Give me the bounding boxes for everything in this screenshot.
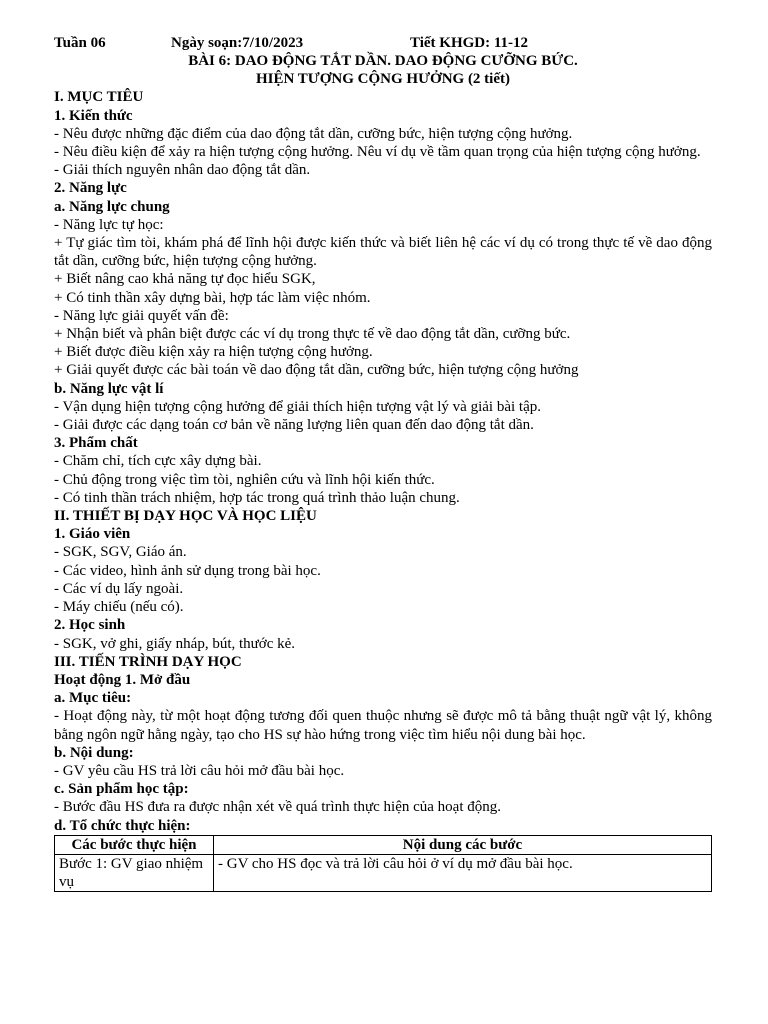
- table-cell-step: Bước 1: GV giao nhiệm vụ: [55, 854, 214, 891]
- teacher-item: - Các video, hình ảnh sử dụng trong bài học.: [54, 562, 321, 579]
- document-page: [54, 34, 712, 892]
- competence-item: - Năng lực tự học:: [54, 216, 164, 233]
- content-text: - GV yêu cầu HS trả lời câu hỏi mở đầu bài học.: [54, 762, 345, 779]
- subheading-knowledge: 1. Kiến thức: [54, 107, 133, 124]
- table-header-content: Nội dung các bước: [214, 835, 712, 854]
- competence-item: + Tự giác tìm tòi, khám phá để lĩnh hội được kiến thức và biết liên hệ các ví dụ có trong thực tế về dao động tắt dần, cưỡng bức, hiện tượng cộng hưởng.: [54, 235, 712, 270]
- activity-heading: Hoạt động 1. Mở đầu: [54, 671, 191, 688]
- section-heading-objectives: I. MỤC TIÊU: [54, 89, 144, 106]
- teacher-item: - SGK, SGV, Giáo án.: [54, 544, 187, 561]
- physics-competence-item: - Giải được các dạng toán cơ bản về năng lượng liên quan đến dao động tắt dần.: [54, 417, 534, 434]
- product-heading: c. Sản phẩm học tập:: [54, 781, 189, 798]
- subheading-general-competence: a. Năng lực chung: [54, 198, 170, 215]
- teacher-item: - Máy chiếu (nếu có).: [54, 599, 184, 616]
- subheading-quality: 3. Phẩm chất: [54, 435, 138, 452]
- steps-table: [54, 835, 712, 892]
- goal-heading: a. Mục tiêu:: [54, 690, 132, 707]
- document-header: [54, 34, 712, 52]
- prep-date: Ngày soạn:7/10/2023: [171, 35, 304, 51]
- content-heading: b. Nội dung:: [54, 744, 134, 761]
- table-row: [55, 854, 712, 891]
- lesson-title-line1: BÀI 6: DAO ĐỘNG TẮT DẦN. DAO ĐỘNG CƯỠNG BỨC.: [188, 53, 578, 69]
- product-text: - Bước đầu HS đưa ra được nhận xét về quá trình thực hiện của hoạt động.: [54, 799, 502, 816]
- teacher-item: - Các ví dụ lấy ngoài.: [54, 580, 184, 597]
- organization-heading: d. Tổ chức thực hiện:: [54, 817, 191, 834]
- competence-item: + Có tinh thần xây dựng bài, hợp tác làm việc nhóm.: [54, 289, 371, 306]
- table-header-steps: Các bước thực hiện: [55, 835, 214, 854]
- subheading-teacher: 1. Giáo viên: [54, 526, 131, 543]
- competence-item: + Nhận biết và phân biệt được các ví dụ trong thực tế về dao động tắt dần, cưỡng bức.: [54, 326, 571, 343]
- lesson-title-line2: HIỆN TƯỢNG CỘNG HƯỞNG (2 tiết): [255, 71, 510, 88]
- knowledge-item: - Giải thích nguyên nhân dao động tắt dần.: [54, 162, 311, 179]
- competence-item: + Biết được điều kiện xảy ra hiện tượng cộng hưởng.: [54, 344, 373, 361]
- subheading-student: 2. Học sinh: [54, 617, 126, 634]
- quality-item: - Chăm chỉ, tích cực xây dựng bài.: [54, 453, 262, 470]
- subheading-competence: 2. Năng lực: [54, 180, 127, 197]
- quality-item: - Chủ động trong việc tìm tòi, nghiên cứu và lĩnh hội kiến thức.: [54, 471, 435, 488]
- physics-competence-item: - Vận dụng hiện tượng cộng hưởng để giải thích hiện tượng vật lý và giải bài tập.: [54, 398, 541, 415]
- competence-item: + Giải quyết được các bài toán về dao động tắt dần, cưỡng bức, hiện tượng cộng hưởng: [54, 362, 579, 379]
- subheading-physics-competence: b. Năng lực vật lí: [54, 380, 164, 397]
- table-cell-content: - GV cho HS đọc và trả lời câu hỏi ở ví dụ mở đầu bài học.: [214, 854, 712, 891]
- week-label: Tuần 06: [54, 35, 106, 51]
- section-heading-materials: II. THIẾT BỊ DẠY HỌC VÀ HỌC LIỆU: [54, 508, 317, 525]
- quality-item: - Có tinh thần trách nhiệm, hợp tác trong quá trình thảo luận chung.: [54, 489, 460, 506]
- student-item: - SGK, vở ghi, giấy nháp, bút, thước kẻ.: [54, 635, 296, 652]
- period-label: Tiết KHGD: 11-12: [410, 35, 529, 51]
- table-header-row: [55, 835, 712, 854]
- competence-item: + Biết nâng cao khả năng tự đọc hiểu SGK,: [54, 271, 316, 288]
- section-heading-process: III. TIẾN TRÌNH DẠY HỌC: [54, 653, 242, 670]
- knowledge-item: - Nêu điều kiện để xảy ra hiện tượng cộng hưởng. Nêu ví dụ về tầm quan trọng của hiện tượng cộng hưởng.: [54, 144, 701, 161]
- goal-text: - Hoạt động này, từ một hoạt động tương đối quen thuộc nhưng sẽ được mô tả bằng thuật ngữ vật lý, không bằng ngôn ngữ hằng ngày, tạo cho HS sự hào hứng trong việc tìm hiểu nội dung bài học.: [54, 708, 712, 743]
- competence-item: - Năng lực giải quyết vấn đề:: [54, 307, 229, 324]
- knowledge-item: - Nêu được những đặc điểm của dao động tắt dần, cưỡng bức, hiện tượng cộng hưởng.: [54, 125, 573, 142]
